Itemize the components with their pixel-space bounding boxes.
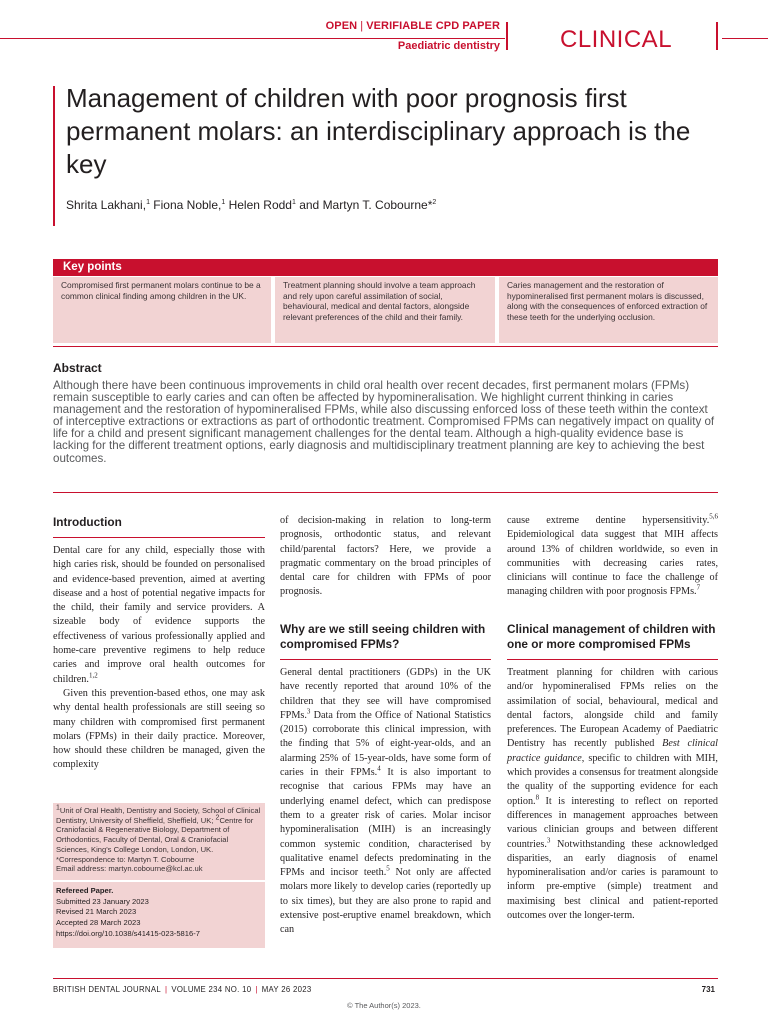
paragraph-text: cause extreme dentine hypersensitivity. bbox=[507, 515, 710, 526]
paragraph bbox=[507, 666, 718, 923]
author: Fiona Noble, bbox=[149, 198, 222, 212]
doi-link[interactable]: https://doi.org/10.1038/s41415-023-5816-7 bbox=[56, 928, 200, 938]
header-divider bbox=[506, 22, 508, 50]
title-accent-bar bbox=[53, 86, 55, 226]
reference: 7 bbox=[696, 584, 701, 593]
paragraph-text: Notwithstanding these acknowledged disparities, an early diagnosis of enamel hypomineralisation and/or caries is paramount to inform pre-emptive (simple) treatment and maximising best clinical and patient-reported outcomes over the longer-term. bbox=[507, 838, 718, 922]
paragraph-text: Dental care for any child, especially those with high caries risk, should be founded on personalised and evidence-based prevention, aimed at averting disease and a host of potential negative impacts for the child, their family and service providers. A sizeable body of evidence supports the effectiveness of various professionally applied and home-care preventive regimens to help reduce caries and improve oral health outcomes for children. bbox=[53, 545, 265, 685]
affiliation-text: Unit of Oral Health, Dentistry and Society, School of Clinical Dentistry, University of Sheffield, Sheffield, UK; bbox=[56, 806, 261, 825]
reference: 4 bbox=[377, 764, 381, 773]
open-access-label bbox=[326, 20, 500, 32]
cpd-label: VERIFIABLE CPD PAPER bbox=[366, 20, 500, 32]
affiliations-box bbox=[53, 803, 265, 880]
submitted-date: Submitted 23 January 2023 bbox=[56, 896, 149, 906]
separator: | bbox=[164, 985, 168, 994]
abstract-rule bbox=[53, 346, 718, 347]
header-divider bbox=[716, 22, 718, 50]
category-label: CLINICAL bbox=[560, 26, 673, 53]
author-affiliation: 1 bbox=[221, 199, 226, 206]
paragraph-text: It is also important to recognise that carious FPMs may have an underlying enamel defect, which can predispose them to a greater risk of caries. Molar incisor hypomineralisation (MIH) is an increasingly common systemic condition, characterised by qualitative enamel defects predominating in the FPMs and incisor teeth. bbox=[280, 767, 491, 879]
abstract-text: Although there have been continuous improvements in child oral health over recent decades, first permanent molars (FPMs) remain susceptible to early caries and can often be affected by hypomineralisation. We highlight current thinking in caries management and the restoration of hypomineralised FPMs, while also discussing enforced loss of these teeth within the context of interceptive extractions or extractions as part of orthodontic treatment. Compromised FPMs can negatively impact on quality of life for a child and present significant management challenges for the dental team. Although a high-quality evidence base is lacking for the different treatment options, early diagnosis and multidisciplinary treatment planning are key to achieving the best outcomes. bbox=[53, 379, 715, 465]
reference: 3 bbox=[546, 836, 551, 845]
journal-name: BRITISH DENTAL JOURNAL bbox=[53, 985, 161, 994]
affiliation-number: 2 bbox=[215, 814, 220, 822]
section-body bbox=[507, 666, 718, 923]
reference: 1,2 bbox=[88, 671, 98, 680]
affiliation-text: Centre for Craniofacial & Regenerative Biology, Department of Orthodontics, Faculty of Dental, Oral & Craniofacial Sciences, King's College London, London, UK. bbox=[56, 815, 254, 854]
refereed-label: Refereed Paper. bbox=[56, 886, 114, 895]
paragraph-text: Not only are affected molars more likely to develop caries (reportedly up to six times), but they are also prone to rapid and extensive post-eruptive enamel breakdown, which can bbox=[280, 867, 491, 936]
author: and Martyn T. Cobourne* bbox=[295, 198, 433, 212]
header-rule bbox=[722, 38, 768, 39]
introduction-body bbox=[53, 544, 265, 773]
footer-rule bbox=[53, 978, 718, 979]
open-label: OPEN bbox=[325, 20, 358, 32]
paragraph bbox=[53, 544, 265, 687]
paragraph-text: , specific to children with MIH, which provides a consensus for treatment alongside the quality of the supporting evidence for each option. bbox=[507, 752, 718, 807]
heading-rule bbox=[280, 659, 491, 660]
separator: | bbox=[360, 20, 364, 32]
paragraph-text: Epidemiological data suggest that MIH affects around 13% of children worldwide, so even in communities with decreasing caries rates, clinicians will continue to face the challenge of managing children with poor prognosis FPMs. bbox=[507, 529, 718, 598]
author-affiliation: 1 bbox=[146, 199, 150, 206]
key-points-heading: Key points bbox=[53, 259, 718, 276]
introduction-continued bbox=[280, 514, 491, 600]
correspondence: *Correspondence to: Martyn T. Cobourne bbox=[56, 854, 195, 864]
reference: 5,6 bbox=[709, 512, 718, 521]
footer-journal-info bbox=[53, 985, 312, 994]
paragraph-text: It is interesting to reflect on reported differences in management approaches between various clinician groups and between different countries. bbox=[507, 795, 718, 850]
reference: 8 bbox=[535, 793, 540, 802]
reference: 3 bbox=[306, 707, 311, 716]
copyright: © The Author(s) 2023. bbox=[347, 1001, 421, 1010]
author-affiliation: 2 bbox=[432, 199, 437, 206]
paragraph: of decision-making in relation to long-term prognosis, orthodontic status, and relevant child/parental factors? Here, we provide a pragmatic commentary on the broad principles of dental care for children with FPMs of poor prognosis. bbox=[280, 515, 491, 598]
revised-date: Revised 21 March 2023 bbox=[56, 907, 137, 917]
paragraph-text: Treatment planning for children with carious and/or hypomineralised FPMs relies on the assimilation of social, behavioural, medical and dental factors, alongside child and family preferences. The European Academy of Paediatric Dentistry has recently published bbox=[507, 667, 718, 750]
reference: 5 bbox=[386, 864, 390, 873]
email: Email address: martyn.cobourne@kcl.ac.uk bbox=[56, 864, 203, 874]
paragraph-text: General dental practitioners (GDPs) in the UK have recently reported that around 10% of the children that they see will have compromised FPMs. bbox=[280, 667, 491, 721]
author: Shrita Lakhani, bbox=[66, 198, 147, 212]
affiliation bbox=[56, 806, 262, 855]
guidance-title: Best clinical practice guidance bbox=[507, 738, 718, 764]
section-label: Paediatric dentistry bbox=[397, 40, 500, 52]
paragraph-text: Data from the Office of National Statistics (2015) corroborate this clinical impression, with the finding that 5% of eight-year-olds, and an alarming 25% of 15-year-olds, have some form of caries in their FPMs. bbox=[280, 709, 491, 779]
author-affiliation: 1 bbox=[291, 199, 296, 206]
section-heading: Why are we still seeing children with compromised FPMs? bbox=[280, 622, 486, 651]
authors bbox=[66, 198, 436, 212]
introduction-heading: Introduction bbox=[53, 515, 122, 529]
heading-rule bbox=[507, 659, 718, 660]
key-point: Compromised first permanent molars continue to be a common clinical finding among children in the UK. bbox=[53, 277, 271, 343]
paragraph bbox=[507, 514, 718, 600]
paragraph bbox=[280, 666, 491, 938]
key-point: Caries management and the restoration of hypomineralised first permanent molars is discussed, along with the consequences of enforced extraction of these teeth for the underlying occlusion. bbox=[499, 277, 718, 343]
section-body-continued bbox=[507, 514, 718, 600]
affiliation-number: 1 bbox=[56, 804, 60, 812]
section-heading: Clinical management of children with one or more compromised FPMs bbox=[507, 622, 716, 651]
article-title: Management of children with poor prognosis first permanent molars: an interdisciplinary approach is the key bbox=[66, 83, 691, 179]
header-rule bbox=[0, 38, 505, 39]
author: Helen Rodd bbox=[225, 198, 292, 212]
abstract-heading: Abstract bbox=[53, 361, 102, 375]
section-body bbox=[280, 666, 491, 938]
abstract-rule bbox=[53, 492, 718, 493]
key-point: Treatment planning should involve a team approach and rely upon careful assimilation of social, behavioural, medical and dental factors, alongside relevant preferences of the child and their family. bbox=[275, 277, 495, 343]
issue-date: MAY 26 2023 bbox=[261, 985, 312, 994]
accepted-date: Accepted 28 March 2023 bbox=[56, 918, 141, 928]
page-number: 731 bbox=[701, 985, 715, 994]
heading-rule bbox=[53, 537, 265, 538]
volume-info: VOLUME 234 NO. 10 bbox=[171, 985, 252, 994]
paragraph: Given this prevention-based ethos, one may ask why dental health professionals are still seeing so many children with compromised first permanent molars (FPMs) in their daily practice. Moreover, how should these children be managed, given the complexity bbox=[53, 687, 265, 771]
separator: | bbox=[255, 985, 258, 994]
dates-box bbox=[53, 882, 265, 948]
